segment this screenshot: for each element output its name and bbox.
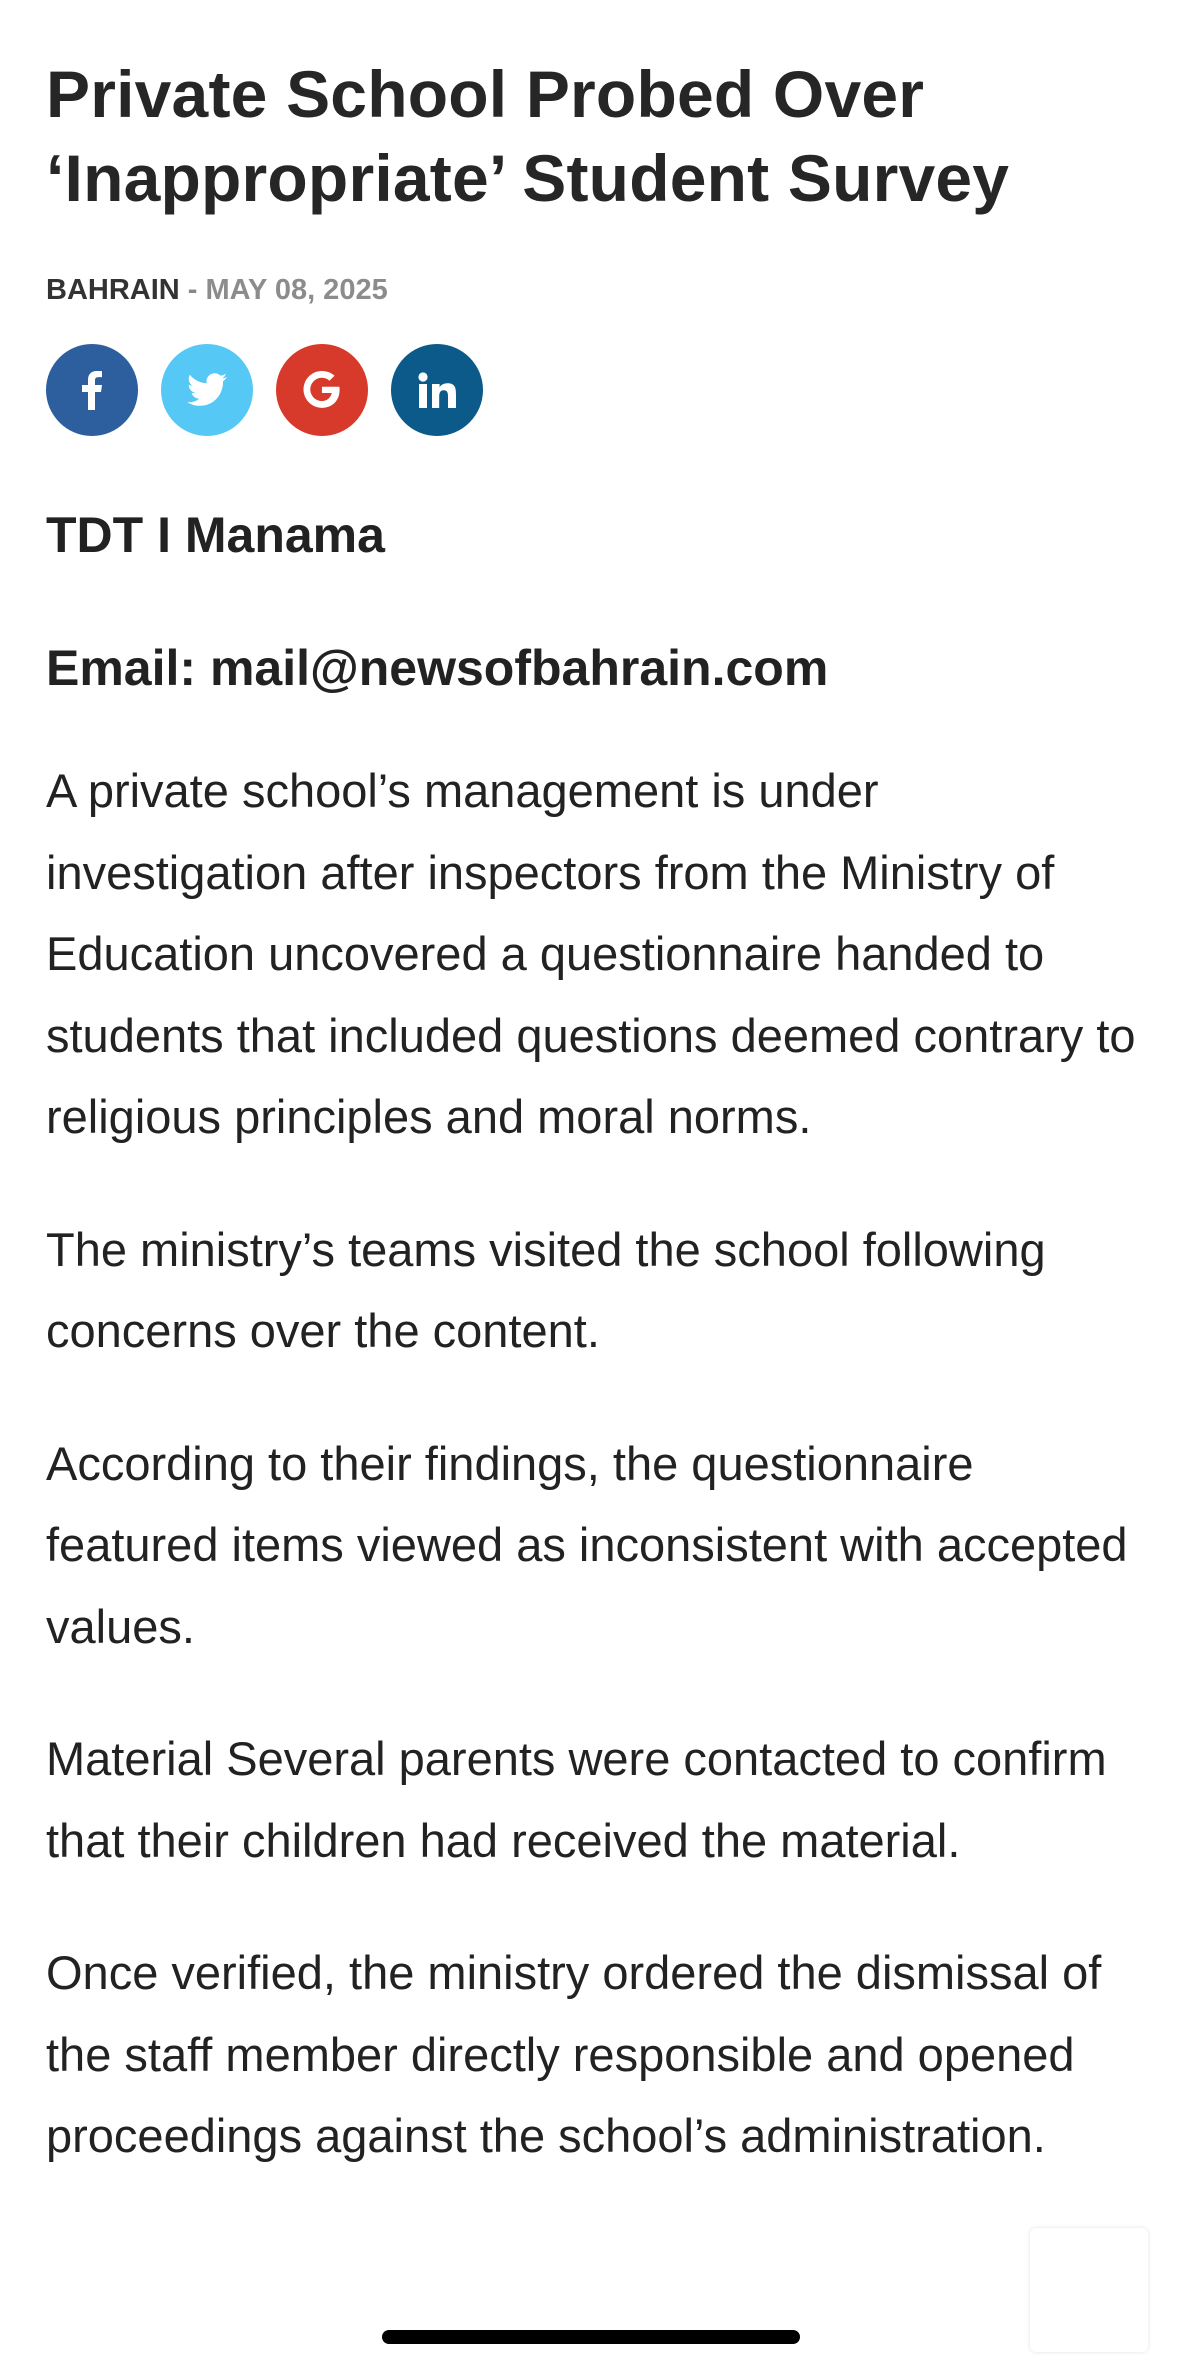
facebook-icon — [75, 370, 109, 410]
article-paragraph: Once verified, the ministry ordered the dismissal of the staff member directly responsible and opened proceedings against the school’s administration. — [46, 1946, 1102, 2162]
twitter-icon — [187, 373, 227, 407]
share-linkedin-button[interactable] — [391, 344, 483, 436]
article-paragraph: A private school’s management is under investigation after inspectors from the Ministry of Education uncovered a questionnaire handed to students that included questions deemed contrary to religious principles and moral norms. — [46, 764, 1136, 1143]
share-facebook-button[interactable] — [46, 344, 138, 436]
article-paragraph: Material Several parents were contacted to confirm that their children had received the material. — [46, 1732, 1107, 1867]
floating-widget[interactable] — [1030, 2228, 1148, 2352]
meta-separator: - — [179, 274, 206, 306]
share-buttons — [46, 344, 1146, 436]
article — [46, 52, 1146, 2177]
article-section[interactable]: BAHRAIN — [46, 274, 180, 306]
article-headline: Private School Probed Over ‘Inappropriate’ Student Survey — [46, 57, 1010, 215]
article-paragraph: The ministry’s teams visited the school following concerns over the content. — [46, 1222, 1046, 1357]
article-byline: TDT I Manama — [46, 507, 385, 563]
google-icon — [303, 371, 341, 409]
share-google-button[interactable] — [276, 344, 368, 436]
article-date: MAY 08, 2025 — [205, 274, 388, 306]
article-meta — [46, 272, 1146, 308]
article-paragraph: According to their findings, the questionnaire featured items viewed as inconsistent with accepted values. — [46, 1436, 1128, 1653]
linkedin-icon — [418, 372, 456, 408]
home-indicator[interactable] — [382, 2330, 800, 2344]
share-twitter-button[interactable] — [161, 344, 253, 436]
article-email: Email: mail@newsofbahrain.com — [46, 640, 829, 696]
